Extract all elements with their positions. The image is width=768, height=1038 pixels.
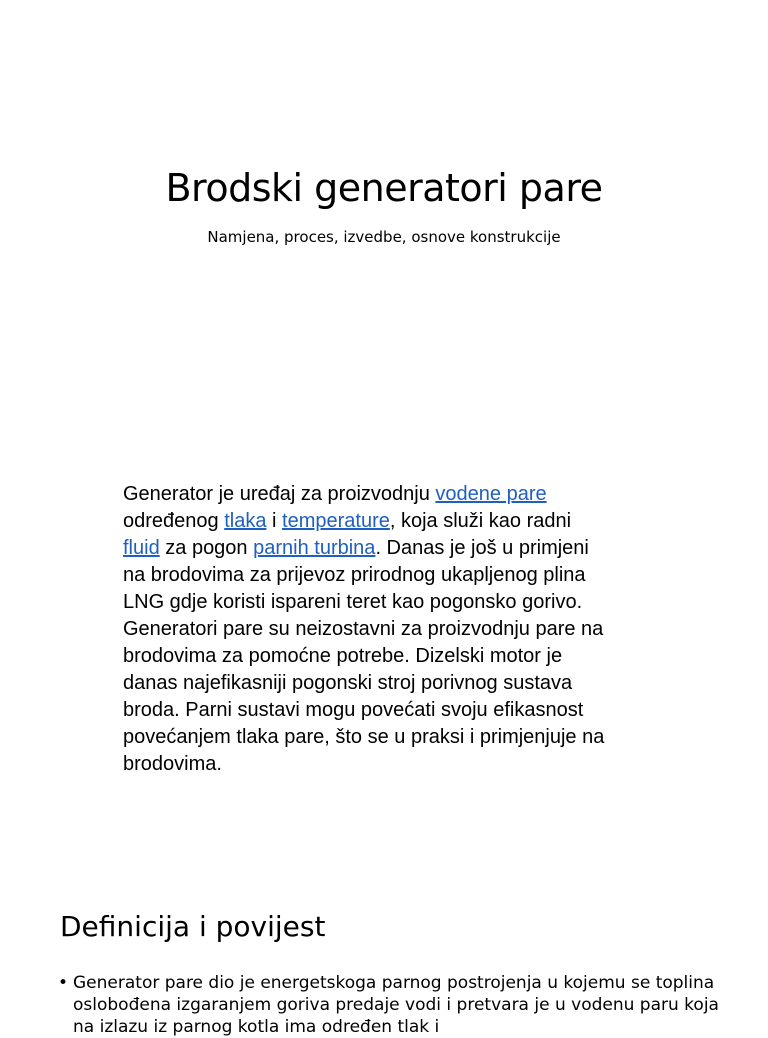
bullet-text: Generator pare dio je energetskoga parnog postrojenja u kojemu se toplina oslobođena izgaranjem goriva predaje vodi i pretvara je u vodenu paru koja na izlazu iz parnog kotla ima određen tlak i xyxy=(73,973,719,1037)
intro-paragraph xyxy=(123,481,613,778)
bullet-list xyxy=(58,972,738,1038)
section-heading: Definicija i povijest xyxy=(60,910,326,943)
slide-title: Brodski generatori pare xyxy=(165,166,603,210)
paragraph-text: za pogon xyxy=(159,537,254,559)
link-temperature[interactable]: temperature xyxy=(282,510,390,532)
list-item xyxy=(58,972,738,1038)
paragraph-text: . Danas je još u primjeni na brodovima za prijevoz prirodnog ukapljenog plina LNG gdje koristi ispareni teret kao pogonsko gorivo. Generatori pare su neizostavni za proizvodnju pare na brodovima za pomoćne potrebe. Dizelski motor je danas najefikasniji pogonski stroj porivnog sustava broda. Parni sustavi mogu povećati svoju efikasnost povećanjem tlaka pare, što se u praksi i primjenjuje na brodovima. xyxy=(123,537,605,775)
bullet-marker: • xyxy=(58,973,69,993)
link-fluid[interactable]: fluid xyxy=(123,537,160,559)
slide-subtitle: Namjena, proces, izvedbe, osnove konstrukcije xyxy=(207,228,561,246)
link-parnih-turbina[interactable]: parnih turbina xyxy=(253,537,376,559)
link-tlaka[interactable]: tlaka xyxy=(224,510,267,532)
paragraph-text: , koja služi kao radni xyxy=(389,510,572,532)
paragraph-text: i xyxy=(266,510,283,532)
paragraph-text: određenog xyxy=(123,510,225,532)
link-vodene-pare[interactable]: vodene pare xyxy=(435,483,547,505)
paragraph-text: Generator je uređaj za proizvodnju xyxy=(123,483,436,505)
